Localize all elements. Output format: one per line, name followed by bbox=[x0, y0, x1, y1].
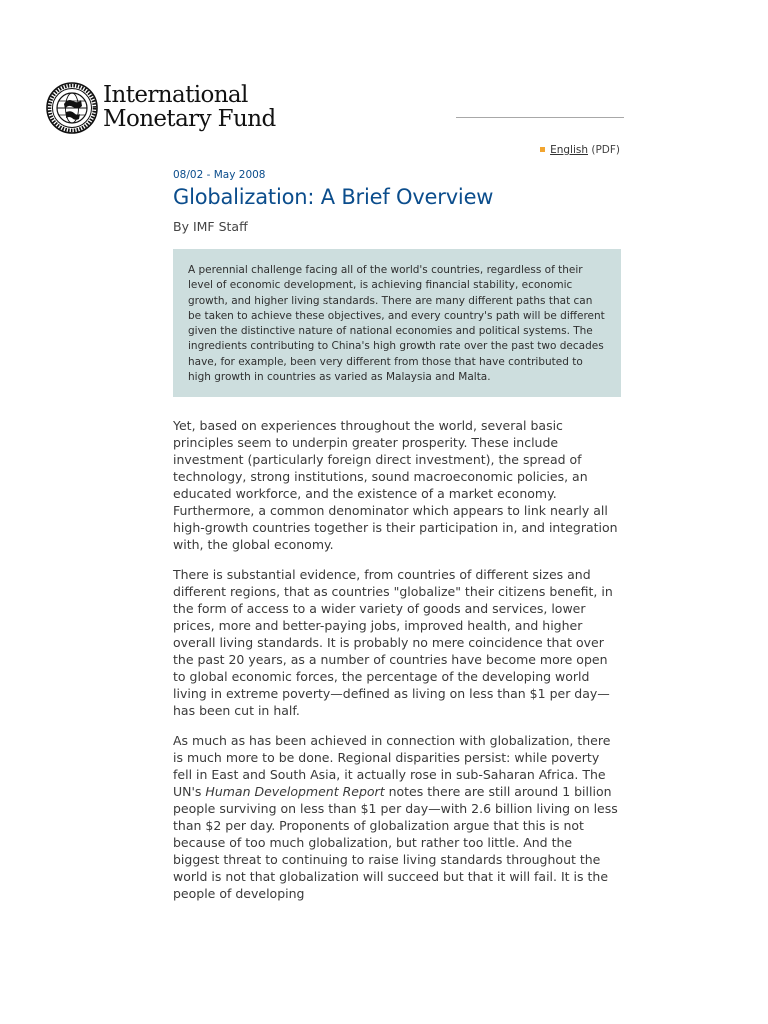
paragraph-3-text-b: notes there are still around 1 billion people surviving on less than $1 per day—with 2.6 billion living on less than $2 per day. Proponents of globalization argue that this is not because of too much globalization, but rather too little. And the biggest threat to continuing to raise living standards throughout the world is not that globalization will succeed but that it will fail. It is the people of developing bbox=[173, 784, 618, 902]
logo-line-1: International bbox=[103, 82, 248, 108]
language-options bbox=[540, 144, 620, 156]
header-divider bbox=[456, 117, 624, 118]
article-body bbox=[173, 417, 621, 902]
article-title: Globalization: A Brief Overview bbox=[173, 185, 494, 209]
bullet-icon bbox=[540, 147, 545, 152]
english-pdf-link[interactable]: English bbox=[550, 144, 588, 156]
article-summary-box: A perennial challenge facing all of the world's countries, regardless of their level of economic development, is achieving financial stability, economic growth, and higher living standards. There are many different paths that can be taken to achieve these objectives, and every country's path will be different given the distinctive nature of national economies and political systems. The ingredients contributing to China's high growth rate over the past two decades have, for example, been very different from those that have contributed to high growth in countries as varied as Malaysia and Malta. bbox=[173, 249, 621, 397]
article-dateline: 08/02 - May 2008 bbox=[173, 169, 266, 181]
report-title: Human Development Report bbox=[205, 784, 385, 800]
imf-header bbox=[46, 82, 646, 136]
imf-wordmark bbox=[103, 83, 276, 131]
body-paragraph-1: Yet, based on experiences throughout the world, several basic principles seem to underpin greater prosperity. These include investment (particularly foreign direct investment), the spread of technology, strong institutions, sound macroeconomic policies, an educated workforce, and the existence of a market economy. Furthermore, a common denominator which appears to link nearly all high-growth countries together is their participation in, and integration with, the global economy. bbox=[173, 418, 618, 553]
article-byline: By IMF Staff bbox=[173, 219, 248, 234]
paragraph-3-text-a: As much as has been achieved in connection with globalization, there is much more to be done. Regional disparities persist: while poverty fell in East and South Asia, it actually rose in sub-Saharan Africa. The UN's bbox=[173, 733, 611, 800]
body-paragraph-3 bbox=[173, 732, 621, 902]
pdf-label: (PDF) bbox=[591, 144, 620, 156]
article bbox=[173, 168, 621, 902]
imf-seal-icon bbox=[46, 82, 98, 134]
logo-line-2: Monetary Fund bbox=[103, 106, 276, 132]
body-paragraph-2: There is substantial evidence, from countries of different sizes and different regions, that as countries "globalize" their citizens benefit, in the form of access to a wider variety of goods and services, lower prices, more and better-paying jobs, improved health, and higher overall living standards. It is probably no mere coincidence that over the past 20 years, as a number of countries have become more open to global economic forces, the percentage of the developing world living in extreme poverty—defined as living on less than $1 per day—has been cut in half. bbox=[173, 567, 613, 719]
